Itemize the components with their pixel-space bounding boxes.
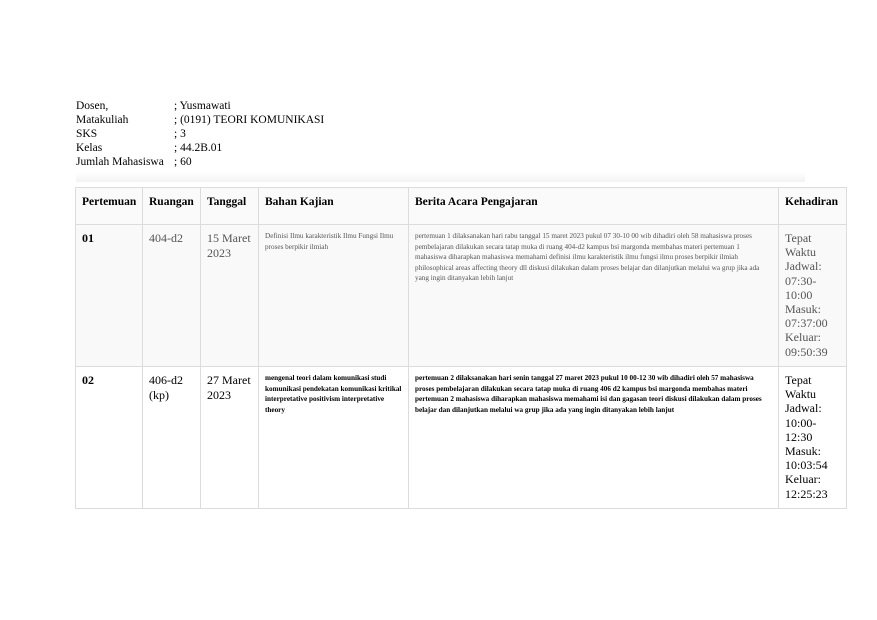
kehadiran-masuk: Masuk: 10:03:54	[785, 444, 828, 473]
info-row-matakuliah	[76, 113, 324, 127]
berita-acara-cell: pertemuan 1 dilaksanakan hari rabu tanggal 15 maret 2023 pukul 07 30-10 00 wib dihadiri oleh 58 mahasiswa proses pembelajaran dilakukan secara tatap muka di ruang 404-d2 kampus bsi margonda membahas materi pertemuan 1 mahasiswa diharapkan mahasiswa memahami definisi ilmu karakteristik ilmu fungsi ilmu proses berpikir ilmiah philosophical areas affecting theory dll diskusi dilakukan dalam proses belajar dan dilanjutkan melalui wa grup jika ada yang ingin ditanyakan lebih lanjut	[409, 225, 779, 367]
info-row-sks	[76, 127, 324, 141]
col-header-bahan-kajian: Bahan Kajian	[259, 188, 409, 225]
tanggal-cell: 27 Maret 2023	[201, 367, 259, 509]
course-info	[76, 99, 324, 169]
info-row-jumlah	[76, 155, 324, 169]
sks-value: ; 3	[174, 128, 186, 140]
col-header-pertemuan: Pertemuan	[76, 188, 143, 225]
kelas-label: Kelas	[76, 142, 103, 154]
pertemuan-cell: 02	[76, 367, 143, 509]
table-row	[76, 367, 847, 509]
kehadiran-jadwal: Jadwal: 10:00-12:30	[785, 401, 822, 444]
kehadiran-jadwal: Jadwal: 07:30-10:00	[785, 259, 822, 302]
kelas-value: ; 44.2B.01	[174, 142, 223, 154]
dosen-value: ; Yusmawati	[174, 100, 231, 112]
col-header-ruangan: Ruangan	[143, 188, 201, 225]
tanggal-cell: 15 Maret 2023	[201, 225, 259, 367]
attendance-table	[75, 187, 847, 509]
info-row-dosen	[76, 99, 324, 113]
ruangan-cell: 406-d2 (kp)	[143, 367, 201, 509]
matakuliah-label: Matakuliah	[76, 114, 129, 126]
info-row-kelas	[76, 141, 324, 155]
matakuliah-value: ; (0191) TEORI KOMUNIKASI	[174, 114, 325, 126]
col-header-berita-acara: Berita Acara Pengajaran	[409, 188, 779, 225]
sks-label: SKS	[76, 128, 98, 140]
jumlah-label: Jumlah Mahasiswa	[76, 156, 164, 168]
berita-acara-cell: pertemuan 2 dilaksanakan hari senin tanggal 27 maret 2023 pukul 10 00-12 30 wib dihadiri oleh 57 mahasiswa proses pembelajaran dilakukan secara tatap muka di ruang 406 d2 kampus bsi margonda membahas materi pertemuan 2 mahasiswa diharapkan mahasiswa memahami isi dan gagasan teori diskusi dilakukan dalam proses belajar dan dilanjutkan melalui wa grup jika ada yang ingin ditanyakan lebih lanjut	[409, 367, 779, 509]
table-header-row	[76, 188, 847, 225]
kehadiran-status: Tepat Waktu	[785, 231, 817, 260]
kehadiran-status: Tepat Waktu	[785, 373, 817, 402]
col-header-kehadiran: Kehadiran	[779, 188, 847, 225]
kehadiran-cell	[779, 225, 847, 367]
header-shade	[76, 172, 805, 182]
kehadiran-masuk: Masuk: 07:37:00	[785, 302, 828, 331]
dosen-label: Dosen,	[76, 100, 109, 112]
kehadiran-keluar: Keluar: 12:25:23	[785, 472, 828, 501]
jumlah-value: ; 60	[174, 156, 192, 168]
bahan-kajian-cell: mengenal teori dalam komunikasi studi komunikasi pendekatan komunikasi kritikal interpretative positivism interpretative theory	[259, 367, 409, 509]
bahan-kajian-cell: Definisi Ilmu karakteristik Ilmu Fungsi Ilmu proses berpikir ilmiah	[259, 225, 409, 367]
ruangan-cell: 404-d2	[143, 225, 201, 367]
kehadiran-cell	[779, 367, 847, 509]
col-header-tanggal: Tanggal	[201, 188, 259, 225]
table-row	[76, 225, 847, 367]
kehadiran-keluar: Keluar: 09:50:39	[785, 330, 828, 359]
pertemuan-cell: 01	[76, 225, 143, 367]
